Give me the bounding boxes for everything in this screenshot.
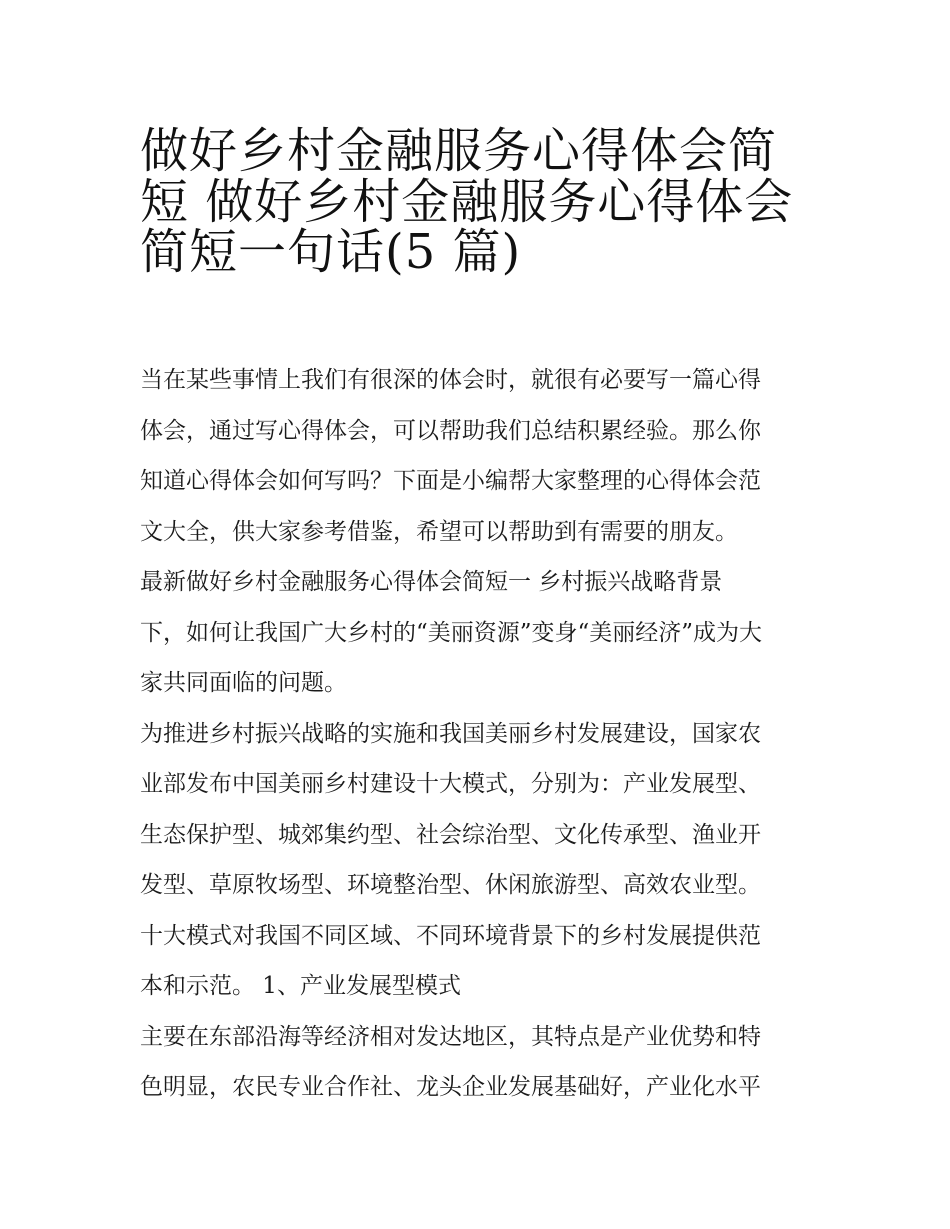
- text-line: 最新做好乡村金融服务心得体会简短一 乡村振兴战略背景: [140, 569, 723, 595]
- text-line: 下，如何让我国广大乡村的“美丽资源”变身“美丽经济”成为大: [140, 619, 763, 646]
- document-title: [140, 112, 820, 280]
- text-line: 发型、草原牧场型、环境整治型、休闲旅游型、高效农业型。: [140, 872, 761, 898]
- text-line: 家共同面临的问题。: [140, 670, 347, 696]
- text-line: 文大全，供大家参考借鉴，希望可以帮助到有需要的朋友。: [140, 518, 738, 545]
- section-paragraph: [140, 557, 820, 709]
- text-line: 色明显，农民专业合作社、龙头企业发展基础好，产业化水平: [140, 1074, 761, 1100]
- text-line: 主要在东部沿海等经济相对发达地区，其特点是产业优势和特: [140, 1023, 761, 1050]
- title-line: 简短一句话(5 篇): [140, 224, 522, 280]
- text-line: 十大模式对我国不同区域、不同环境背景下的乡村发展提供范: [140, 922, 761, 949]
- text-line: 本和示范。 1、产业发展型模式: [140, 973, 461, 999]
- models-paragraph: [140, 709, 820, 1012]
- text-line: 知道心得体会如何写吗？下面是小编帮大家整理的心得体会范: [140, 468, 761, 494]
- intro-paragraph: [140, 355, 820, 557]
- text-line: 为推进乡村振兴战略的实施和我国美丽乡村发展建设，国家农: [140, 720, 761, 747]
- text-line: 当在某些事情上我们有很深的体会时，就很有必要写一篇心得: [140, 367, 761, 393]
- text-line: 体会，通过写心得体会，可以帮助我们总结积累经验。那么你: [140, 417, 761, 444]
- industry-paragraph: [140, 1012, 820, 1113]
- document-body: [140, 355, 820, 1113]
- title-line: 短 做好乡村金融服务心得体会: [140, 173, 794, 230]
- title-line: 做好乡村金融服务心得体会简: [140, 123, 778, 179]
- text-line: 业部发布中国美丽乡村建设十大模式，分别为：产业发展型、: [140, 771, 761, 797]
- text-line: 生态保护型、城郊集约型、社会综治型、文化传承型、渔业开: [140, 821, 761, 848]
